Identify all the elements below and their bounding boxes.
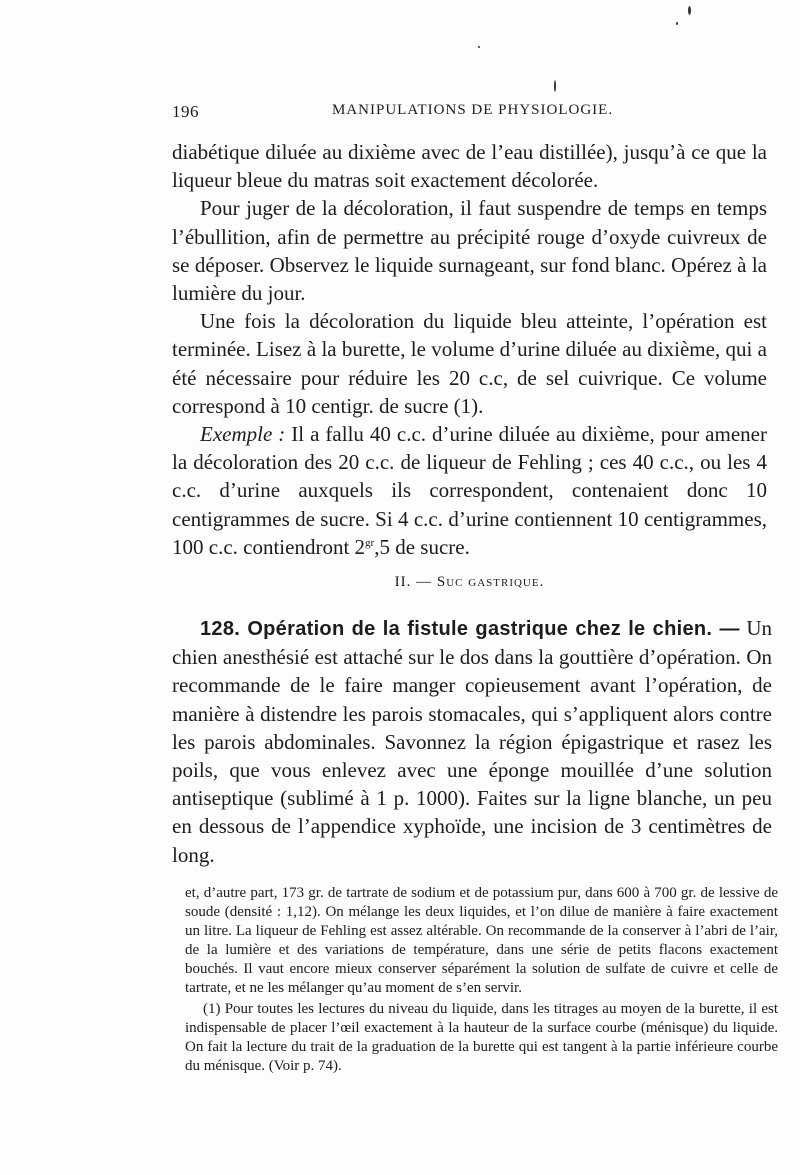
unit-superscript: gr [365,536,375,549]
ink-speck [554,80,556,92]
paragraph: Pour juger de la décoloration, il faut suspendre de temps en temps l’ébullition, afin de permettre au précipité rouge d’oxyde cuivreux de se déposer. Observez le liquide surnageant, sur fond blanc. Opérez à la lumière du jour. [172,196,767,306]
example-label: Exemple : [200,422,286,447]
article-text: Un chien anesthésié est attaché sur le dos dans la gouttière d’opération. On recommande de le faire manger copieusement avant l’opération, de manière à distendre les parois stomacales, qui s’appliquent alors contre les parois abdominales. Savonnez la région épigastrique et rasez les poils, que vous enlevez avec une éponge mouillée d’une solution antiseptique (sublimé à 1 p. 1000). Faites sur la ligne blanche, un peu en dessous de l’appendice xyphoïde, une incision de 3 centimètres de long. [172,616,772,867]
page-header [172,100,774,124]
running-head: MANIPULATIONS DE PHYSIOLOGIE. [332,102,614,118]
paragraph: diabétique diluée au dixième avec de l’eau distillée), jusqu’à ce que la liqueur bleue du matras soit exactement décolorée. [172,140,767,193]
article [172,614,772,869]
ink-speck [676,22,678,25]
paragraph: Une fois la décoloration du liquide bleu atteinte, l’opération est terminée. Lisez à la burette, le volume d’urine diluée au dixième, qui a été nécessaire pour réduire les 20 c.c, de sel cuivrique. Ce volume correspond à 10 centigr. de sucre (1). [172,309,767,418]
article-title: 128. Opération de la fistule gastrique chez le chien. — [200,618,740,640]
page-number: 196 [172,102,199,121]
example-paragraph [172,420,767,561]
example-text-end: ,5 de sucre. [374,534,470,559]
article-paragraph [172,614,772,869]
section-title: Suc gastrique. [436,574,545,590]
footnote-1: (1) Pour toutes les lectures du niveau du liquide, dans les titrages au moyen de la burette, il est indispensable de placer l’œil exactement à la hauteur de la surface courbe (ménisque) du liquide. On fait la lecture du trait de la graduation de la burette qui est tangent à la partie inférieure courbe du ménisque. (Voir p. 74). [185,1001,778,1074]
example-text: Il a fallu 40 c.c. d’urine diluée au dixième, pour amener la décoloration des 20 c.c. de liqueur de Fehling ; ces 40 c.c., ou les 4 c.c. d’urine auxquels ils correspondent, contenaient donc 10 centigrammes de sucre. Si 4 c.c. d’urine contiennent 10 centigrammes, 100 c.c. contiendront 2 [172,422,767,559]
section-heading [172,574,767,591]
footnotes [185,884,778,1076]
section-numeral: II. — [394,574,437,590]
footnote-continuation: et, d’autre part, 173 gr. de tartrate de sodium et de potassium pur, dans 600 à 700 gr. de lessive de soude (densité : 1,12). On mélange les deux liquides, et l’on dilue de manière à faire exactement un litre. La liqueur de Fehling est assez altérable. On recommande de la conserver à l’abri de l’air, de la lumière et des variations de température, dans une série de petits flacons exactement bouchés. Il vaut encore mieux conserver séparément la solution de sulfate de cuivre et celle de tartrate, et ne les mélanger qu’au moment de s’en servir. [185,885,778,996]
ink-speck [478,46,480,48]
body-text [172,138,767,561]
ink-speck [688,6,691,15]
